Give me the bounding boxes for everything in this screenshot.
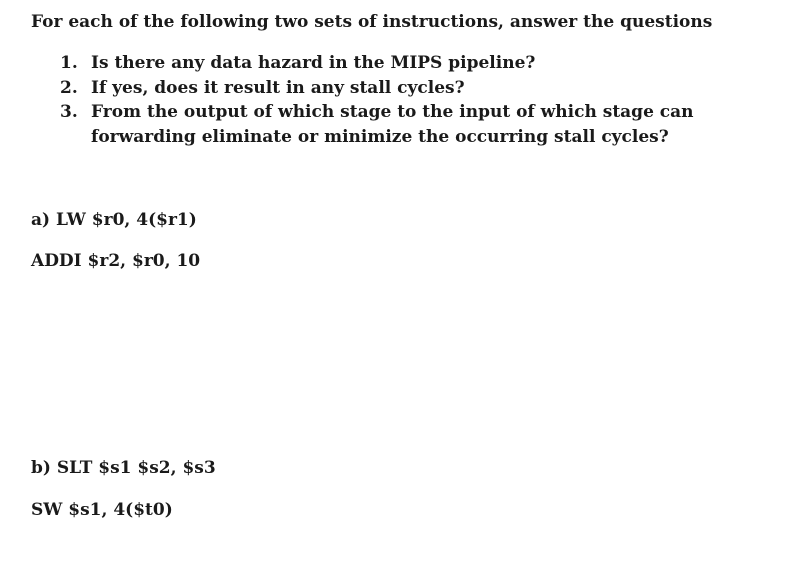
question-text: Is there any data hazard in the MIPS pipeline? [91, 53, 536, 73]
part-a-instruction-1: a) LW $r0, 4($r1) [31, 210, 197, 230]
question-item-2 [60, 76, 730, 101]
question-number: 3. [60, 102, 78, 122]
instructions-heading: For each of the following two sets of instructions, answer the questions [31, 12, 713, 32]
question-text: From the output of which stage to the input of which stage can forwarding eliminate or minimize the occurring stall cycles? [91, 102, 694, 147]
question-item-3 [60, 100, 730, 149]
question-number: 1. [60, 53, 78, 73]
part-b-instruction-1: b) SLT $s1 $s2, $s3 [31, 458, 216, 478]
part-a-instruction-2: ADDI $r2, $r0, 10 [31, 251, 201, 271]
question-list [60, 51, 730, 149]
question-number: 2. [60, 77, 78, 98]
question-item-1 [60, 51, 730, 76]
part-b-instruction-2: SW $s1, 4($t0) [31, 500, 173, 520]
question-text: If yes, does it result in any stall cycles? [91, 77, 465, 98]
